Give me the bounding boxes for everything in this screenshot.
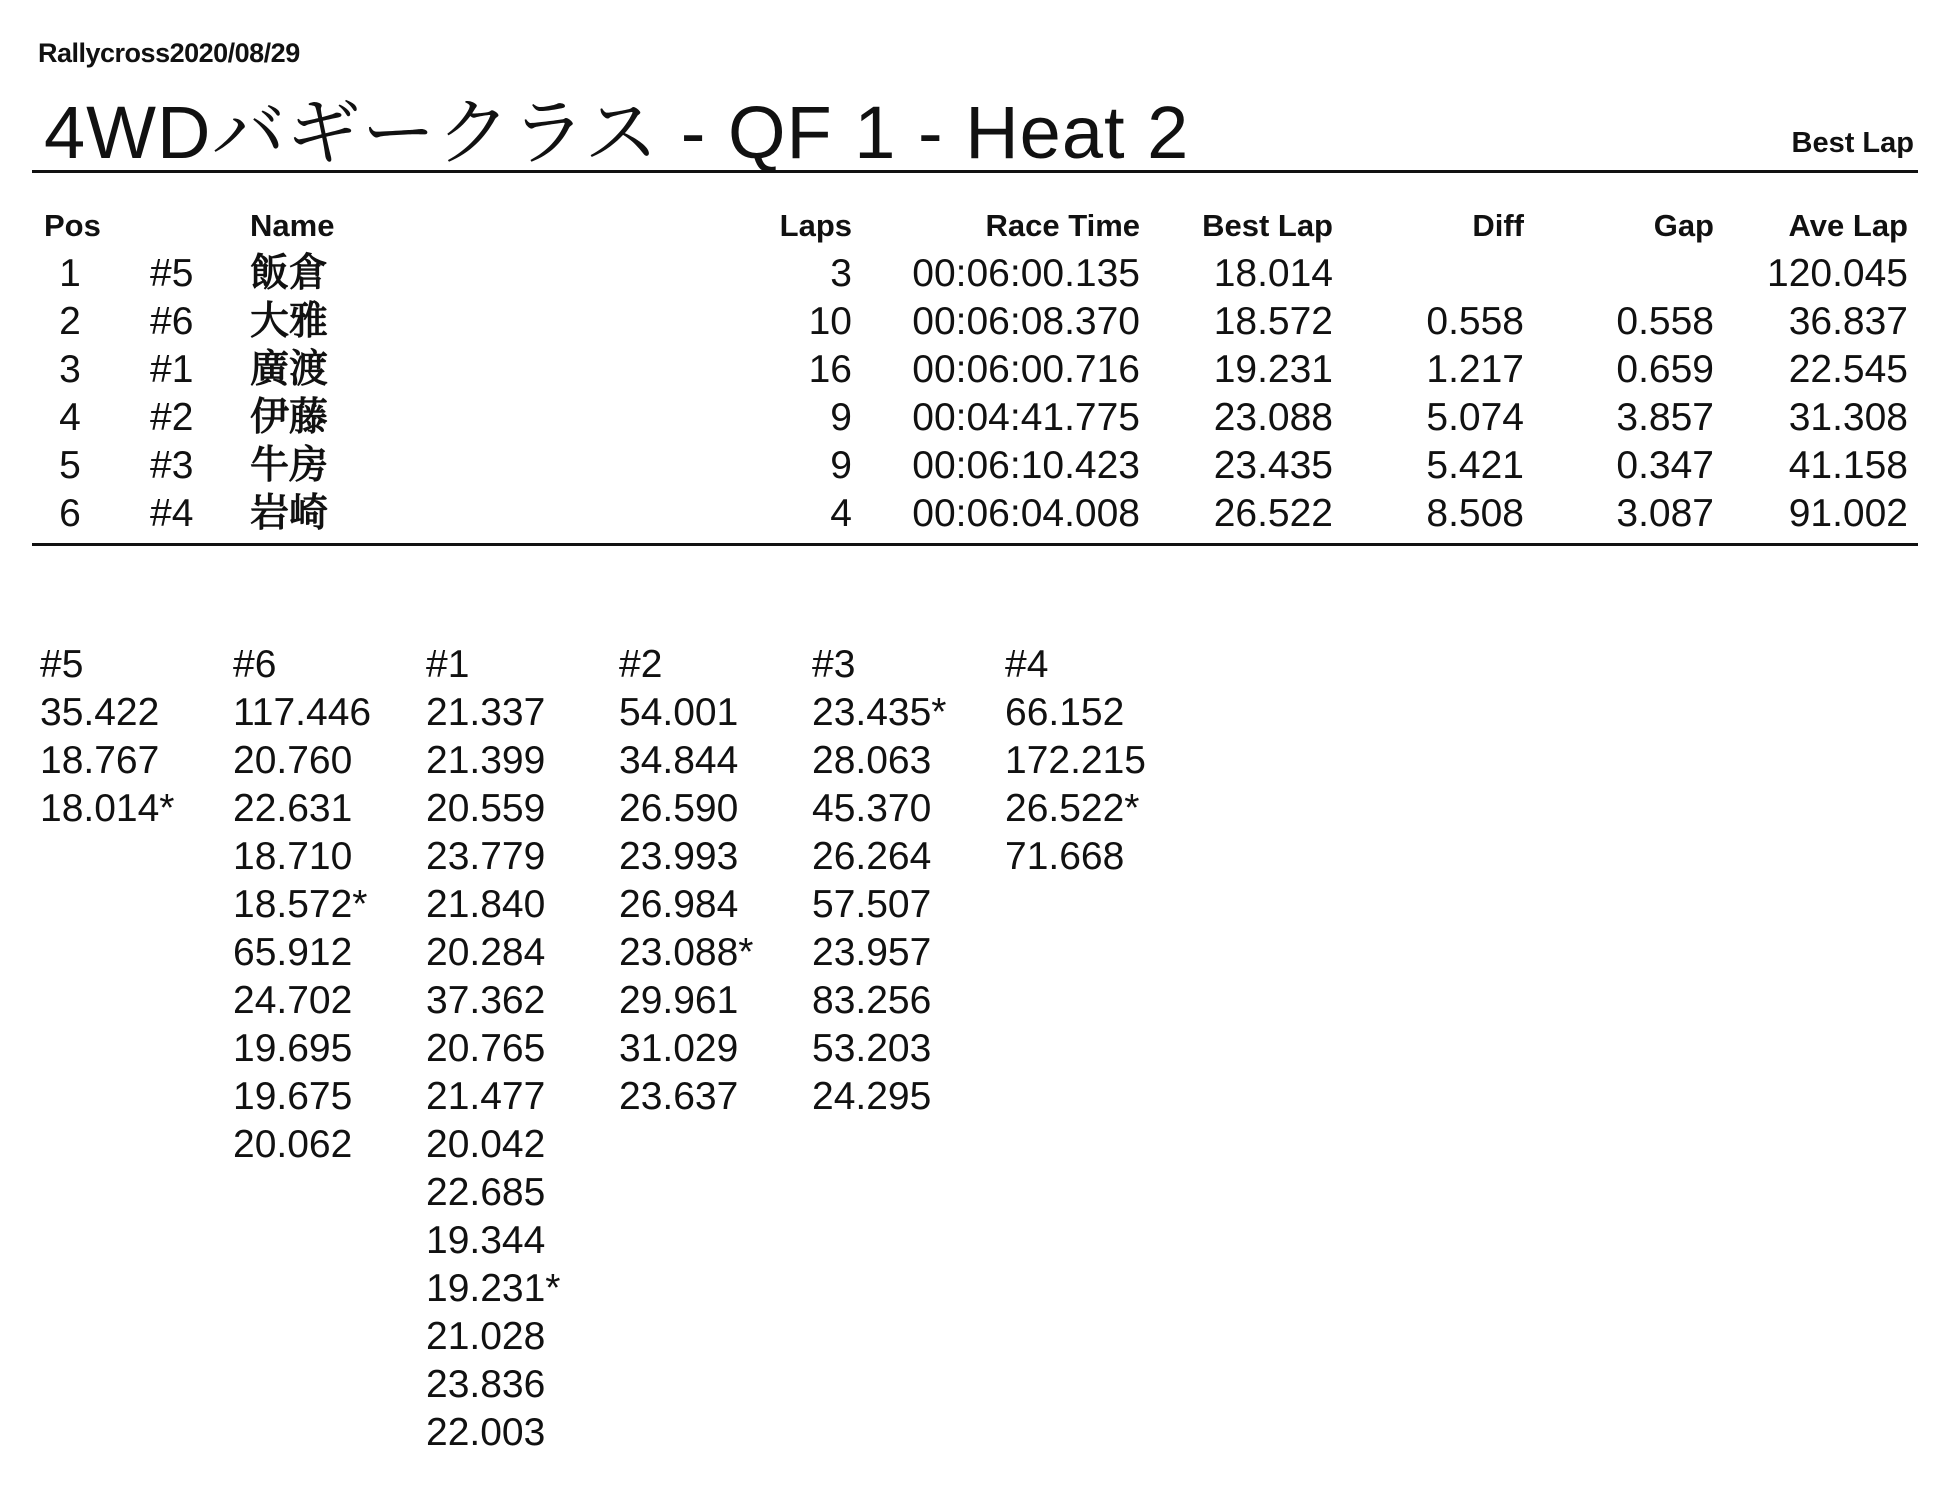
lap-column-car-number: #4 bbox=[1005, 643, 1049, 686]
lap-time: 26.590 bbox=[619, 787, 739, 830]
pos-cell: 1 bbox=[59, 252, 81, 295]
lap-time: 22.631 bbox=[233, 787, 353, 830]
lap-time: 53.203 bbox=[812, 1027, 932, 1070]
section-rule bbox=[32, 543, 1918, 546]
table-row bbox=[0, 346, 1944, 394]
lap-time: 71.668 bbox=[1005, 835, 1125, 878]
lap-time: 23.993 bbox=[619, 835, 739, 878]
driver-name-cell: 伊藤 bbox=[250, 395, 329, 440]
lap-time: 23.779 bbox=[426, 835, 546, 878]
lap-time: 18.572* bbox=[233, 883, 368, 926]
driver-name-cell: 廣渡 bbox=[250, 347, 329, 392]
pos-cell: 6 bbox=[59, 492, 81, 535]
top-rule bbox=[32, 170, 1918, 173]
lap-column bbox=[1005, 641, 1146, 881]
lap-time: 21.337 bbox=[426, 691, 546, 734]
race-time-cell: 00:04:41.775 bbox=[912, 396, 1140, 439]
ave-lap-cell: 120.045 bbox=[1767, 252, 1908, 295]
car-number-cell: #5 bbox=[150, 252, 194, 295]
car-number-cell: #1 bbox=[150, 348, 194, 391]
gap-cell: 3.087 bbox=[1616, 492, 1714, 535]
lap-time: 66.152 bbox=[1005, 691, 1125, 734]
pos-cell: 5 bbox=[59, 444, 81, 487]
lap-time: 20.765 bbox=[426, 1027, 546, 1070]
car-number-cell: #6 bbox=[150, 300, 194, 343]
lap-time: 65.912 bbox=[233, 931, 353, 974]
lap-time: 23.435* bbox=[812, 691, 947, 734]
lap-time: 21.028 bbox=[426, 1315, 546, 1358]
lap-time: 21.840 bbox=[426, 883, 546, 926]
lap-column-car-number: #5 bbox=[40, 643, 84, 686]
driver-name-cell: 飯倉 bbox=[250, 251, 329, 296]
lap-time: 45.370 bbox=[812, 787, 932, 830]
lap-time: 21.399 bbox=[426, 739, 546, 782]
col-header-laps: Laps bbox=[779, 208, 852, 243]
car-number-cell: #2 bbox=[150, 396, 194, 439]
col-header-gap: Gap bbox=[1653, 208, 1714, 243]
lap-time: 23.957 bbox=[812, 931, 932, 974]
col-header-ave-lap: Ave Lap bbox=[1788, 208, 1908, 243]
driver-name-cell: 岩崎 bbox=[250, 491, 329, 536]
lap-time: 18.710 bbox=[233, 835, 353, 878]
lap-time: 31.029 bbox=[619, 1027, 739, 1070]
lap-time: 26.522* bbox=[1005, 787, 1140, 830]
race-time-cell: 00:06:00.135 bbox=[912, 252, 1140, 295]
lap-time: 24.702 bbox=[233, 979, 353, 1022]
lap-time: 29.961 bbox=[619, 979, 739, 1022]
col-header-best-lap: Best Lap bbox=[1202, 208, 1333, 243]
diff-cell: 8.508 bbox=[1426, 492, 1524, 535]
col-header-race-time: Race Time bbox=[985, 208, 1140, 243]
col-header-diff: Diff bbox=[1472, 208, 1524, 243]
lap-time: 37.362 bbox=[426, 979, 546, 1022]
lap-time: 35.422 bbox=[40, 691, 160, 734]
laps-cell: 10 bbox=[808, 300, 852, 343]
laps-cell: 16 bbox=[808, 348, 852, 391]
table-row bbox=[0, 394, 1944, 442]
laps-cell: 9 bbox=[830, 396, 852, 439]
lap-time: 20.062 bbox=[233, 1123, 353, 1166]
gap-cell: 0.659 bbox=[1616, 348, 1714, 391]
race-time-cell: 00:06:04.008 bbox=[912, 492, 1140, 535]
pos-cell: 2 bbox=[59, 300, 81, 343]
lap-column-car-number: #6 bbox=[233, 643, 277, 686]
gap-cell: 3.857 bbox=[1616, 396, 1714, 439]
lap-column bbox=[426, 641, 560, 1457]
lap-time: 22.003 bbox=[426, 1411, 546, 1454]
best-lap-cell: 19.231 bbox=[1213, 348, 1333, 391]
ave-lap-cell: 22.545 bbox=[1788, 348, 1908, 391]
laps-cell: 9 bbox=[830, 444, 852, 487]
best-lap-cell: 18.572 bbox=[1213, 300, 1333, 343]
driver-name-cell: 牛房 bbox=[250, 443, 329, 488]
lap-time: 172.215 bbox=[1005, 739, 1146, 782]
lap-time: 22.685 bbox=[426, 1171, 546, 1214]
lap-time: 117.446 bbox=[233, 691, 372, 734]
lap-time: 28.063 bbox=[812, 739, 932, 782]
lap-time: 24.295 bbox=[812, 1075, 932, 1118]
table-row bbox=[0, 250, 1944, 298]
best-lap-cell: 23.088 bbox=[1213, 396, 1333, 439]
laps-cell: 3 bbox=[830, 252, 852, 295]
ave-lap-cell: 91.002 bbox=[1788, 492, 1908, 535]
lap-time: 20.284 bbox=[426, 931, 546, 974]
diff-cell: 5.421 bbox=[1426, 444, 1524, 487]
best-lap-cell: 23.435 bbox=[1213, 444, 1333, 487]
lap-column-car-number: #1 bbox=[426, 643, 470, 686]
lap-time: 34.844 bbox=[619, 739, 739, 782]
table-row bbox=[0, 298, 1944, 346]
lap-time: 18.767 bbox=[40, 739, 160, 782]
race-time-cell: 00:06:10.423 bbox=[912, 444, 1140, 487]
table-row bbox=[0, 442, 1944, 490]
lap-column-car-number: #3 bbox=[812, 643, 856, 686]
lap-column bbox=[619, 641, 753, 1121]
col-header-name: Name bbox=[250, 208, 335, 243]
lap-time: 20.760 bbox=[233, 739, 353, 782]
lap-time: 21.477 bbox=[426, 1075, 546, 1118]
lap-time: 19.231* bbox=[426, 1267, 561, 1310]
lap-time: 23.637 bbox=[619, 1075, 739, 1118]
ave-lap-cell: 36.837 bbox=[1788, 300, 1908, 343]
car-number-cell: #4 bbox=[150, 492, 194, 535]
table-row bbox=[0, 490, 1944, 538]
best-lap-cell: 26.522 bbox=[1213, 492, 1333, 535]
diff-cell: 5.074 bbox=[1426, 396, 1524, 439]
lap-time: 20.559 bbox=[426, 787, 546, 830]
lap-time: 26.264 bbox=[812, 835, 932, 878]
page-title: 4WDバギークラス - QF 1 - Heat 2 bbox=[44, 91, 1190, 174]
lap-time: 19.344 bbox=[426, 1219, 546, 1262]
lap-time: 19.695 bbox=[233, 1027, 353, 1070]
ave-lap-cell: 41.158 bbox=[1788, 444, 1908, 487]
lap-time: 54.001 bbox=[619, 691, 739, 734]
sort-label: Best Lap bbox=[1791, 127, 1914, 159]
diff-cell: 0.558 bbox=[1426, 300, 1524, 343]
race-time-cell: 00:06:00.716 bbox=[912, 348, 1140, 391]
gap-cell: 0.558 bbox=[1616, 300, 1714, 343]
lap-time: 83.256 bbox=[812, 979, 932, 1022]
lap-time: 18.014* bbox=[40, 787, 175, 830]
lap-time: 19.675 bbox=[233, 1075, 353, 1118]
lap-column-car-number: #2 bbox=[619, 643, 663, 686]
event-date: Rallycross2020/08/29 bbox=[38, 38, 300, 68]
lap-time: 23.836 bbox=[426, 1363, 546, 1406]
race-time-cell: 00:06:08.370 bbox=[912, 300, 1140, 343]
lap-column bbox=[812, 641, 946, 1121]
lap-column bbox=[233, 641, 371, 1169]
lap-time: 57.507 bbox=[812, 883, 932, 926]
lap-time: 20.042 bbox=[426, 1123, 546, 1166]
lap-time: 23.088* bbox=[619, 931, 754, 974]
lap-time: 26.984 bbox=[619, 883, 739, 926]
lap-column bbox=[40, 641, 174, 833]
pos-cell: 3 bbox=[59, 348, 81, 391]
col-header-pos: Pos bbox=[44, 208, 101, 243]
car-number-cell: #3 bbox=[150, 444, 194, 487]
diff-cell: 1.217 bbox=[1426, 348, 1524, 391]
best-lap-cell: 18.014 bbox=[1213, 252, 1333, 295]
gap-cell: 0.347 bbox=[1616, 444, 1714, 487]
pos-cell: 4 bbox=[59, 396, 81, 439]
driver-name-cell: 大雅 bbox=[250, 299, 329, 344]
laps-cell: 4 bbox=[830, 492, 852, 535]
ave-lap-cell: 31.308 bbox=[1788, 396, 1908, 439]
